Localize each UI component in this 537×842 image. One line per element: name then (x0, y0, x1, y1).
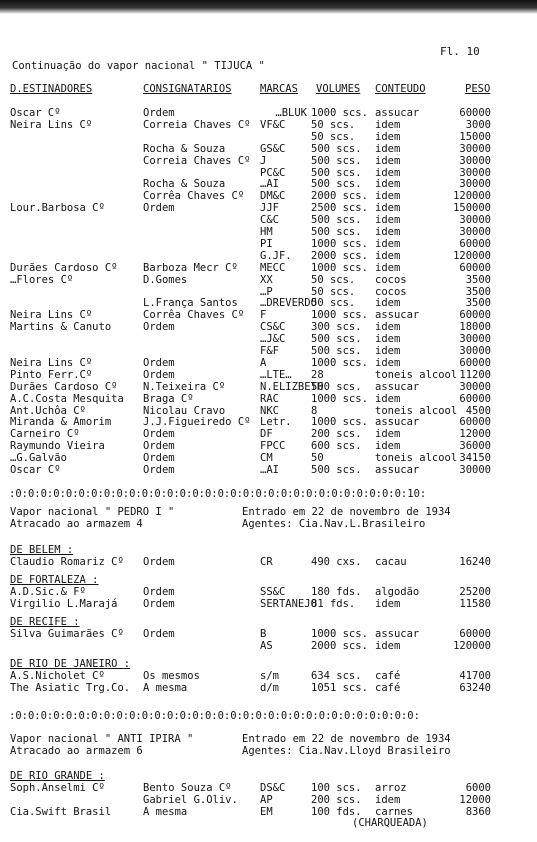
table-row (0, 440, 537, 452)
cell-destinador: Cia.Swift Brasil (10, 806, 112, 818)
table-row (0, 274, 537, 286)
cell-peso: 3000 (465, 118, 491, 131)
table-row (0, 464, 537, 476)
table-row (0, 333, 537, 345)
cell-volumes: 1000 scs. (311, 356, 368, 369)
cell-volumes: 2500 scs. (311, 202, 368, 215)
cell-consignatario: Ordem (143, 556, 175, 568)
cell-destinador: Claudio Romariz Cº (10, 556, 124, 568)
cell-volumes: 50 scs. (311, 130, 356, 143)
cell-marca: VF&C (260, 118, 286, 131)
cell-marca: PI (260, 237, 273, 250)
cell-volumes: 1000 scs. (311, 309, 368, 322)
table-row (0, 393, 537, 405)
cell-consignatario: Ordem (143, 464, 175, 476)
cell-volumes: 1000 scs. (311, 416, 368, 429)
scan-torn-edge (0, 0, 537, 14)
cell-conteudo: carnes (375, 806, 413, 818)
cell-conteudo: idem (375, 142, 401, 155)
cell-consignatario: A mesma (143, 682, 188, 694)
table-row (0, 345, 537, 357)
separator-line-2: :0:0:0:0:0:0:0:0:0:0:0:0:0:0:0:0:0:0:0:0:0:0:0:0:0:0:0:0:0:0:0:0: (9, 710, 420, 722)
cell-peso: 60000 (459, 416, 491, 429)
cell-destinador: Neira Lins Cº (10, 118, 93, 131)
cell-consignatario: L.França Santos (143, 297, 238, 310)
cell-destinador: Soph.Anselmi Cº (10, 782, 105, 794)
cell-peso: 6000 (465, 782, 491, 794)
cell-conteudo: assucar (375, 628, 420, 640)
cell-consignatario: D.Gomes (143, 273, 188, 286)
cell-marca: DF (260, 428, 273, 441)
table-row (0, 369, 537, 381)
cell-destinador: Carneiro Cº (10, 428, 80, 441)
cell-peso: 30000 (459, 214, 491, 227)
cell-marca: XX (260, 273, 273, 286)
cell-consignatario: Corrêa Chaves Cº (143, 309, 245, 322)
cell-volumes: 500 scs. (311, 380, 362, 393)
cell-peso: 34150 (459, 452, 491, 465)
cell-conteudo: idem (375, 440, 401, 453)
cell-destinador: …Flores Cº (10, 273, 74, 286)
cell-consignatario: Bento Souza Cº (143, 782, 232, 794)
cell-destinador: Neira Lins Cº (10, 356, 93, 369)
header-volumes: VOLUMES (316, 83, 361, 95)
cell-peso: 30000 (459, 142, 491, 155)
cell-conteudo: idem (375, 237, 401, 250)
cell-volumes: 100 scs. (311, 782, 362, 794)
cell-marca: RAC (260, 392, 279, 405)
table-row (0, 628, 537, 640)
cell-peso: 30000 (459, 464, 491, 476)
cell-consignatario: N.Teixeira Cº (143, 380, 226, 393)
table-row (0, 405, 537, 417)
table-row (0, 167, 537, 179)
cell-destinador: Oscar Cº (10, 464, 61, 476)
cell-marca: …P (260, 285, 273, 298)
cell-volumes: 500 scs. (311, 178, 362, 191)
cell-volumes: 500 scs. (311, 166, 362, 179)
cell-volumes: 490 cxs. (311, 556, 362, 568)
cell-conteudo: idem (375, 598, 401, 610)
cell-consignatario: Ordem (143, 452, 175, 465)
cell-volumes: 500 scs. (311, 464, 362, 476)
cell-consignatario: Ordem (143, 428, 175, 441)
cell-volumes: 50 (311, 452, 324, 465)
cell-destinador: Neira Lins Cº (10, 309, 93, 322)
cell-peso: 12000 (459, 794, 491, 806)
cell-consignatario: Ordem (143, 356, 175, 369)
table-row (0, 238, 537, 250)
cell-marca-extra: …BLUK (275, 107, 307, 119)
cell-conteudo: toneis alcool (375, 368, 458, 381)
header-conteudo: CONTEUDO (375, 83, 426, 95)
cell-marca: GS&C (260, 142, 286, 155)
cell-peso: 60000 (459, 261, 491, 274)
table-header (0, 83, 537, 96)
cell-destinador: The Asiatic Trg.Co. (10, 682, 131, 694)
cell-marca: …AI (260, 178, 279, 191)
cell-volumes: 200 scs. (311, 428, 362, 441)
table-row (0, 806, 537, 818)
cell-conteudo: idem (375, 178, 401, 191)
cell-marca: SS&C (260, 586, 286, 598)
vessel-2-arrival: Entrado em 22 de novembro de 1934 (242, 506, 451, 518)
table-row (0, 670, 537, 682)
cell-conteudo: idem (375, 321, 401, 334)
cell-conteudo: idem (375, 154, 401, 167)
cell-consignatario: Ordem (143, 321, 175, 334)
cell-marca: Letr. (260, 416, 292, 429)
cell-peso: 15000 (459, 130, 491, 143)
table-row (0, 226, 537, 238)
cell-marca: s/m (260, 670, 279, 682)
table-row (0, 107, 537, 119)
cell-destinador: Lour.Barbosa Cº (10, 202, 105, 215)
cell-conteudo: idem (375, 640, 401, 652)
table-row (0, 357, 537, 369)
cell-peso: 30000 (459, 166, 491, 179)
cell-conteudo: idem (375, 794, 401, 806)
cell-marca: F (260, 309, 267, 322)
cell-destinador: A.C.Costa Mesquita (10, 392, 124, 405)
header-destinadores: D.ESTINADORES (10, 83, 93, 95)
cell-volumes: 2000 scs. (311, 190, 368, 203)
table-row (0, 416, 537, 428)
table-row (0, 782, 537, 794)
cell-marca: CR (260, 556, 273, 568)
table-row (0, 202, 537, 214)
table-row (0, 286, 537, 298)
cell-volumes: 600 scs. (311, 440, 362, 453)
cell-volumes: 1000 scs. (311, 107, 368, 119)
cell-destinador: …G.Galvão (10, 452, 67, 465)
cell-volumes: 500 scs. (311, 142, 362, 155)
charqueada-note: (CHARQUEADA) (352, 817, 428, 829)
table-row (0, 131, 537, 143)
table-row (0, 556, 537, 568)
cell-consignatario: Ordem (143, 107, 175, 119)
cell-peso: 8360 (465, 806, 491, 818)
cell-peso: 60000 (459, 237, 491, 250)
cell-peso: 60000 (459, 356, 491, 369)
cell-consignatario: Braga Cº (143, 392, 194, 405)
cell-marca: MECC (260, 261, 286, 274)
cell-destinador: A.D.Sic.& Fº (10, 586, 86, 598)
cell-conteudo: cocos (375, 273, 407, 286)
vessel-2-name: Vapor nacional " PEDRO I " (10, 506, 175, 518)
cell-volumes: 2000 scs. (311, 249, 368, 262)
cell-conteudo: idem (375, 345, 401, 357)
cell-conteudo: assucar (375, 416, 420, 429)
cell-volumes: 100 fds. (311, 806, 362, 818)
cell-consignatario: J.J.Figueiredo Cº (143, 416, 251, 429)
table-row (0, 309, 537, 321)
cell-conteudo: idem (375, 190, 401, 203)
cell-peso: 25200 (459, 586, 491, 598)
cell-conteudo: café (375, 670, 401, 682)
cell-volumes: 634 scs. (311, 670, 362, 682)
cell-volumes: 1000 scs. (311, 628, 368, 640)
header-peso: PESO (465, 83, 491, 95)
section-origin-label: DE BELEM : (10, 544, 74, 556)
cell-marca: F&F (260, 345, 279, 357)
cell-conteudo: assucar (375, 107, 420, 119)
cell-destinador: Martins & Canuto (10, 321, 112, 334)
cell-peso: 120000 (453, 249, 491, 262)
table-row (0, 297, 537, 309)
cell-volumes: 50 scs. (311, 118, 356, 131)
cell-volumes: 500 scs. (311, 226, 362, 238)
cell-consignatario: Ordem (143, 586, 175, 598)
cell-marca: …J&C (260, 333, 286, 346)
cell-peso: 41700 (459, 670, 491, 682)
cell-consignatario: Gabriel G.Oliv. (143, 794, 238, 806)
header-marcas: MARCAS (260, 83, 298, 95)
cell-volumes: 200 scs. (311, 794, 362, 806)
cell-volumes: 180 fds. (311, 586, 362, 598)
page-title: Continuação do vapor nacional " TIJUCA " (12, 60, 265, 72)
cell-conteudo: cocos (375, 285, 407, 298)
cell-conteudo: idem (375, 392, 401, 405)
table-row (0, 682, 537, 694)
cell-conteudo: idem (375, 297, 401, 310)
cell-peso: 120000 (453, 640, 491, 652)
cell-peso: 3500 (465, 285, 491, 298)
cell-volumes: 500 scs. (311, 345, 362, 357)
cell-marca: CM (260, 452, 273, 465)
cell-consignatario: Correia Chaves Cº (143, 118, 251, 131)
table-row (0, 262, 537, 274)
cell-consignatario: Barboza Mecr Cº (143, 261, 238, 274)
cell-marca: EM (260, 806, 273, 818)
cell-consignatario: Os mesmos (143, 670, 200, 682)
vessel-3-berth: Atracado ao armazem 6 (10, 745, 143, 757)
table-row (0, 452, 537, 464)
cell-volumes: 28 (311, 368, 324, 381)
cell-conteudo: café (375, 682, 401, 694)
cell-consignatario: Rocha & Souza (143, 142, 226, 155)
vessel-2-berth: Atracado ao armazem 4 (10, 518, 143, 530)
cell-marca: C&C (260, 214, 279, 227)
cell-peso: 60000 (459, 107, 491, 119)
table-row (0, 794, 537, 806)
cell-peso: 18000 (459, 321, 491, 334)
cell-peso: 30000 (459, 345, 491, 357)
cell-volumes: 50 scs. (311, 273, 356, 286)
separator-line: :0:0:0:0:0:0:0:0:0:0:0:0:0:0:0:0:0:0:0:0:0:0:0:0:0:0:0:0:0:0:0:10: (9, 488, 427, 500)
cell-volumes: 81 fds. (311, 598, 356, 610)
cell-destinador: Durães Cardoso Cº (10, 380, 118, 393)
cell-destinador: Virgilio L.Marajá (10, 598, 118, 610)
cell-marca: NKC (260, 404, 279, 417)
table-row (0, 155, 537, 167)
vessel-3-name: Vapor nacional " ANTI IPIRA " (10, 733, 194, 745)
cell-peso: 3500 (465, 297, 491, 310)
cell-destinador: A.S.Nicholet Cº (10, 670, 105, 682)
cell-marca: JJF (260, 202, 279, 215)
cell-conteudo: arroz (375, 782, 407, 794)
table-row (0, 321, 537, 333)
cell-marca: CS&C (260, 321, 286, 334)
cell-marca: J (260, 154, 267, 167)
cell-destinador: Ant.Uchôa Cº (10, 404, 86, 417)
section-origin-label: DE FORTALEZA : (10, 574, 99, 586)
cell-peso: 36000 (459, 440, 491, 453)
cell-marca: PC&C (260, 166, 286, 179)
cell-destinador: Raymundo Vieira (10, 440, 105, 453)
cell-volumes: 8 (311, 404, 318, 417)
cell-destinador: Miranda & Amorim (10, 416, 112, 429)
cell-volumes: 500 scs. (311, 154, 362, 167)
cell-conteudo: toneis alcool (375, 404, 458, 417)
cell-marca: AS (260, 640, 273, 652)
cell-conteudo: idem (375, 202, 401, 215)
cell-peso: 150000 (453, 202, 491, 215)
cell-peso: 3500 (465, 273, 491, 286)
table-row (0, 428, 537, 440)
cell-consignatario: Nicolau Cravo (143, 404, 226, 417)
cell-volumes: 1000 scs. (311, 261, 368, 274)
page-number: Fl. 10 (440, 45, 480, 58)
cell-conteudo: idem (375, 118, 401, 131)
cell-peso: 30000 (459, 333, 491, 346)
table-row (0, 190, 537, 202)
cell-peso: 63240 (459, 682, 491, 694)
cell-peso: 120000 (453, 190, 491, 203)
cell-conteudo: toneis alcool (375, 452, 458, 465)
cell-consignatario: Corrêa Chaves Cº (143, 190, 245, 203)
cell-consignatario: Correia Chaves Cº (143, 154, 251, 167)
cell-volumes: 500 scs. (311, 214, 362, 227)
cell-marca: AP (260, 794, 273, 806)
cell-consignatario: Ordem (143, 368, 175, 381)
cell-marca: HM (260, 226, 273, 238)
cell-destinador: Silva Guimarães Cº (10, 628, 124, 640)
table-row (0, 178, 537, 190)
header-consignatarios: CONSIGNATARIOS (143, 83, 232, 95)
cell-consignatario: A mesma (143, 806, 188, 818)
vessel-3-arrival: Entrado em 22 de novembro de 1934 (242, 733, 451, 745)
section-origin-label: DE RIO DE JANEIRO : (10, 658, 131, 670)
cell-consignatario: Ordem (143, 628, 175, 640)
cell-volumes: 300 scs. (311, 321, 362, 334)
cell-conteudo: idem (375, 428, 401, 441)
section-origin-label: DE RIO GRANDE : (10, 770, 105, 782)
table-row (0, 143, 537, 155)
cell-conteudo: idem (375, 166, 401, 179)
cell-conteudo: idem (375, 333, 401, 346)
cell-peso: 11580 (459, 598, 491, 610)
cell-peso: 4500 (465, 404, 491, 417)
cell-conteudo: cacau (375, 556, 407, 568)
cell-volumes: 1051 scs. (311, 682, 368, 694)
cell-destinador: Durães Cardoso Cº (10, 261, 118, 274)
table-row (0, 250, 537, 262)
cell-peso: 60000 (459, 309, 491, 322)
cell-conteudo: assucar (375, 380, 420, 393)
cell-consignatario: Ordem (143, 598, 175, 610)
cell-consignatario: Ordem (143, 202, 175, 215)
table-row (0, 214, 537, 226)
cell-marca: …LTE… (260, 368, 292, 381)
cell-volumes: 50 scs. (311, 285, 356, 298)
cell-volumes: 50 scs. (311, 297, 356, 310)
cell-volumes: 2000 scs. (311, 640, 368, 652)
cell-conteudo: idem (375, 249, 401, 262)
cell-conteudo: idem (375, 130, 401, 143)
cell-peso: 30000 (459, 154, 491, 167)
cell-marca: …DREVERDO (260, 297, 317, 310)
table-row (0, 586, 537, 598)
vessel-3-agents: Agentes: Cia.Nav.Lloyd Brasileiro (242, 745, 451, 757)
cell-marca: DS&C (260, 782, 286, 794)
cell-peso: 60000 (459, 392, 491, 405)
cell-marca: DM&C (260, 190, 286, 203)
cell-conteudo: idem (375, 226, 401, 238)
cell-peso: 60000 (459, 628, 491, 640)
table-row (0, 119, 537, 131)
cell-conteudo: assucar (375, 464, 420, 476)
table-row (0, 598, 537, 610)
section-origin-label: DE RECIFE : (10, 616, 80, 628)
cell-conteudo: idem (375, 356, 401, 369)
cell-marca: d/m (260, 682, 279, 694)
cell-peso: 11200 (459, 368, 491, 381)
cell-volumes: 500 scs. (311, 333, 362, 346)
cell-volumes: 1000 scs. (311, 237, 368, 250)
cell-marca: SERTANEJO (260, 598, 317, 610)
cell-marca: G.JF. (260, 249, 292, 262)
cell-marca: A (260, 356, 267, 369)
cell-marca: …AI (260, 464, 279, 476)
cell-consignatario: Rocha & Souza (143, 178, 226, 191)
cell-peso: 30000 (459, 226, 491, 238)
table-row (0, 640, 537, 652)
cell-marca: N.ELIZBETH (260, 380, 324, 393)
cell-conteudo: idem (375, 261, 401, 274)
cell-volumes: 1000 scs. (311, 392, 368, 405)
cell-peso: 16240 (459, 556, 491, 568)
cell-conteudo: algodão (375, 586, 420, 598)
cell-peso: 12000 (459, 428, 491, 441)
cell-consignatario: Ordem (143, 440, 175, 453)
cell-destinador: Pinto Ferr.Cº (10, 368, 93, 381)
table-row (0, 381, 537, 393)
cell-conteudo: assucar (375, 309, 420, 322)
vessel-2-agents: Agentes: Cia.Nav.L.Brasileiro (242, 518, 426, 530)
cell-peso: 30000 (459, 178, 491, 191)
cell-destinador: Oscar Cº (10, 107, 61, 119)
cell-marca: B (260, 628, 267, 640)
cell-peso: 30000 (459, 380, 491, 393)
cell-marca: FPCC (260, 440, 286, 453)
cell-conteudo: idem (375, 214, 401, 227)
